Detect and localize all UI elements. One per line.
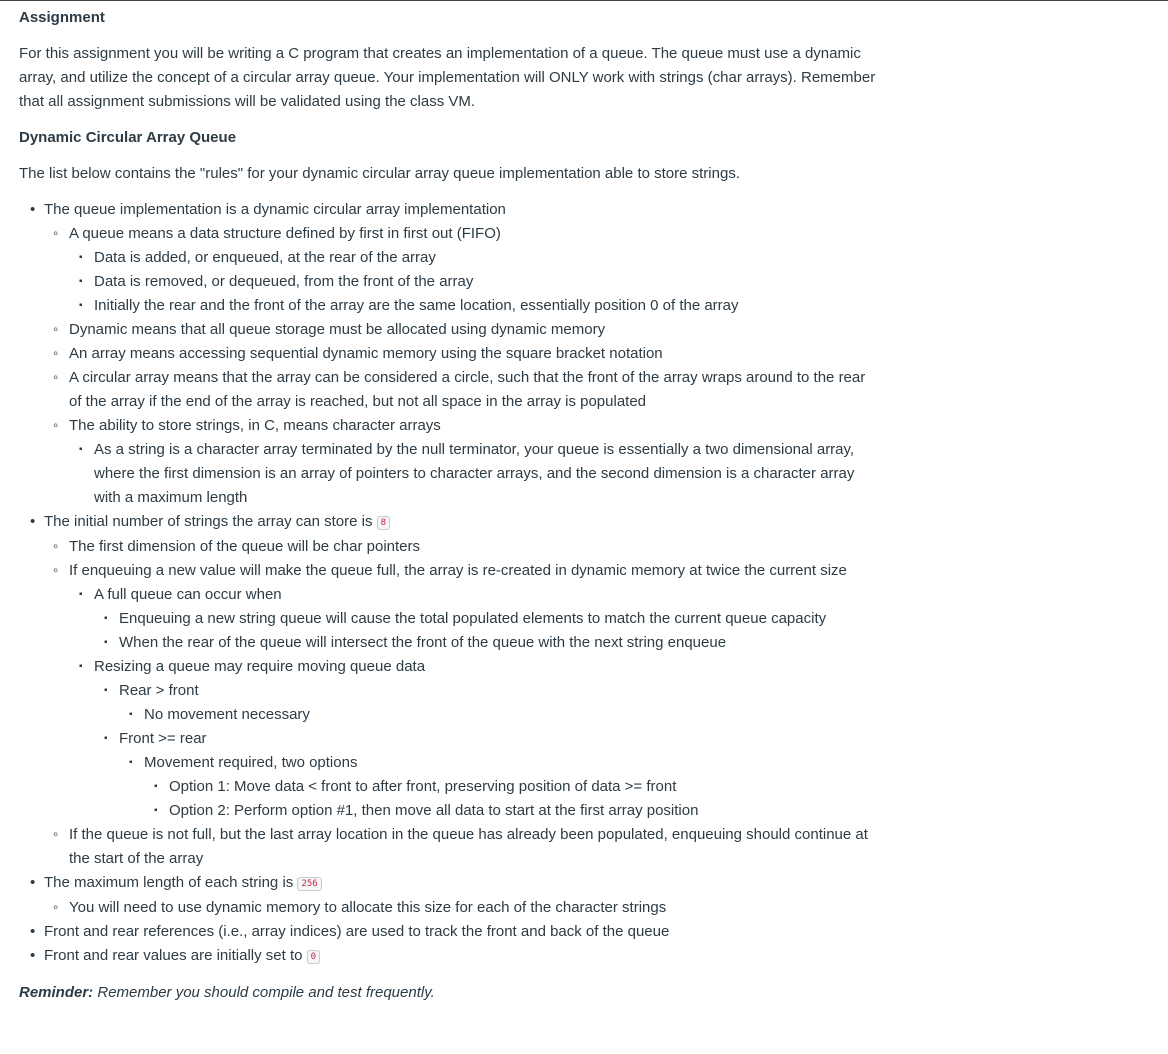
list-item: • Front and rear references (i.e., array indices) are used to track the front and back of the queue [44,920,879,944]
list-item: • The initial number of strings the array can store is 8 ◦ The first dimension of the queue will be char pointers ◦ If enqueuing a new value will make the queue full, the array is re-created in dynamic memory at twice the current size ▪ A full queue can occur when ▪ Enqueuing a new string queue will cause the total populated elements to match the current queue capacity ▪ When the rear of the queue will intersect the front of the queue with the next string enqueue ▪ Resizing a queue may require moving queue data ▪ Rear > front ▪ No movement necessary ▪ Front >= rear ▪ Movement required, two options ▪ Option 1: Move data < front to after front, preserving position of data >= front ▪ Option 2: Perform option #1, then move all data to start at the first array position ◦ If the queue is not full, but the last array location in the queue has already been populated, enqueuing should continue at the start of the array [44,510,879,871]
reminder-text: Remember you should compile and test frequently. [93,984,435,1001]
assignment-content [19,6,879,1017]
intro-paragraph: For this assignment you will be writing a C program that creates an implementation of a queue. The queue must use a dynamic array, and utilize the concept of a circular array queue. Your implementation will ONLY work with strings (char arrays). Remember that all assignment submissions will be validated using the class VM. [19,45,876,110]
list-item: ▪ As a string is a character array terminated by the null terminator, your queue is essentially a two dimensional array, where the first dimension is an array of pointers to character arrays, and the second dimension is a character array with a maximum length [94,438,879,510]
list-item: ▪ Data is removed, or dequeued, from the front of the array [94,270,879,294]
list-item: ◦ The ability to store strings, in C, means character arrays ▪ As a string is a character array terminated by the null terminator, your queue is essentially a two dimensional array, where the first dimension is an array of pointers to character arrays, and the second dimension is a character array with a maximum length [69,414,879,510]
max-length-code: 256 [297,877,321,891]
reminder [19,981,879,1005]
list-item: ▪ No movement necessary [144,703,879,727]
list-item: ◦ An array means accessing sequential dynamic memory using the square bracket notation [69,342,879,366]
list-item: ▪ Initially the rear and the front of the array are the same location, essentially position 0 of the array [94,294,879,318]
list-item: • The maximum length of each string is 256 ◦ You will need to use dynamic memory to allocate this size for each of the character strings [44,871,879,920]
list-item: ▪ Movement required, two options ▪ Option 1: Move data < front to after front, preserving position of data >= front ▪ Option 2: Perform option #1, then move all data to start at the first array position [144,751,879,823]
section-intro: The list below contains the "rules" for your dynamic circular array queue implementation able to store strings. [19,165,740,182]
list-item: ◦ You will need to use dynamic memory to allocate this size for each of the character strings [69,896,879,920]
assignment-heading: Assignment [19,9,105,26]
list-item: ◦ If enqueuing a new value will make the queue full, the array is re-created in dynamic memory at twice the current size ▪ A full queue can occur when ▪ Enqueuing a new string queue will cause the total populated elements to match the current queue capacity ▪ When the rear of the queue will intersect the front of the queue with the next string enqueue ▪ Resizing a queue may require moving queue data ▪ Rear > front ▪ No movement necessary ▪ Front >= rear ▪ Movement required, two options ▪ Option 1: Move data < front to after front, preserving position of data >= front ▪ Option 2: Perform option #1, then move all data to start at the first array position [69,559,879,823]
initial-value-code: 0 [307,950,320,964]
list-item: ◦ A queue means a data structure defined by first in first out (FIFO) ▪ Data is added, or enqueued, at the rear of the array ▪ Data is removed, or dequeued, from the front of the array ▪ Initially the rear and the front of the array are the same location, essentially position 0 of the array [69,222,879,318]
list-item: ▪ Rear > front ▪ No movement necessary [119,679,879,727]
initial-capacity-code: 8 [377,516,390,530]
list-item: ▪ Data is added, or enqueued, at the rear of the array [94,246,879,270]
list-item: ▪ Option 1: Move data < front to after front, preserving position of data >= front [169,775,879,799]
list-item: • Front and rear values are initially set to 0 [44,944,879,969]
list-item: ▪ Enqueuing a new string queue will cause the total populated elements to match the current queue capacity [119,607,879,631]
section-heading: Dynamic Circular Array Queue [19,129,237,146]
list-item: ▪ Option 2: Perform option #1, then move all data to start at the first array position [169,799,879,823]
reminder-label: Reminder: [19,984,94,1001]
list-item: ◦ If the queue is not full, but the last array location in the queue has already been populated, enqueuing should continue at the start of the array [69,823,879,871]
list-item: ▪ A full queue can occur when ▪ Enqueuing a new string queue will cause the total populated elements to match the current queue capacity ▪ When the rear of the queue will intersect the front of the queue with the next string enqueue [94,583,879,655]
list-item: ▪ Front >= rear ▪ Movement required, two options ▪ Option 1: Move data < front to after front, preserving position of data >= front ▪ Option 2: Perform option #1, then move all data to start at the first array position [119,727,879,823]
rules-list [19,198,879,969]
list-item: ▪ When the rear of the queue will intersect the front of the queue with the next string enqueue [119,631,879,655]
list-item: ◦ A circular array means that the array can be considered a circle, such that the front of the array wraps around to the rear of the array if the end of the array is reached, but not all space in the array is populated [69,366,879,414]
list-item: ◦ Dynamic means that all queue storage must be allocated using dynamic memory [69,318,879,342]
list-item: • The queue implementation is a dynamic circular array implementation ◦ A queue means a data structure defined by first in first out (FIFO) ▪ Data is added, or enqueued, at the rear of the array ▪ Data is removed, or dequeued, from the front of the array ▪ Initially the rear and the front of the array are the same location, essentially position 0 of the array ◦ Dynamic means that all queue storage must be allocated using dynamic memory ◦ An array means accessing sequential dynamic memory using the square bracket notation ◦ A circular array means that the array can be considered a circle, such that the front of the array wraps around to the rear of the array if the end of the array is reached, but not all space in the array is populated ◦ The ability to store strings, in C, means character arrays ▪ As a string is a character array terminated by the null terminator, your queue is essentially a two dimensional array, where the first dimension is an array of pointers to character arrays, and the second dimension is a character array with a maximum length [44,198,879,510]
list-item: ▪ Resizing a queue may require moving queue data ▪ Rear > front ▪ No movement necessary ▪ Front >= rear ▪ Movement required, two options ▪ Option 1: Move data < front to after front, preserving position of data >= front ▪ Option 2: Perform option #1, then move all data to start at the first array position [94,655,879,823]
top-border [0,0,1168,1]
list-item: ◦ The first dimension of the queue will be char pointers [69,535,879,559]
